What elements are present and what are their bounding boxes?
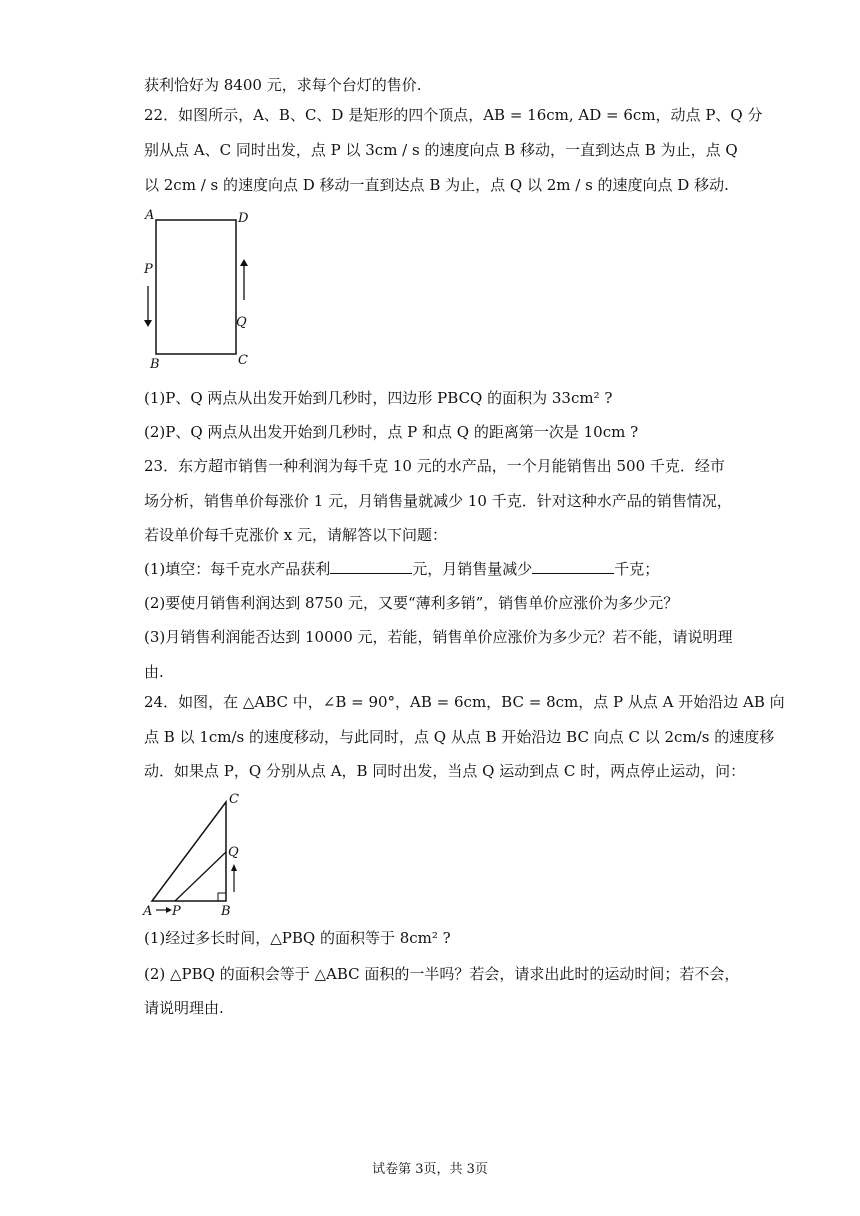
fig22-label-b: B	[150, 357, 160, 372]
fig22-label-q: Q	[236, 315, 247, 330]
text-line: 获利恰好为 8400 元，求每个台灯的售价.	[144, 76, 422, 94]
answer-blank-2[interactable]	[532, 559, 614, 574]
question-23-line-2: 场分析，销售单价每涨价 1 元，月销售量就减少 10 千克．针对这种水产品的销售情况，	[144, 492, 732, 510]
question-24-part-2-cont: 请说明理由.	[144, 999, 224, 1017]
question-23-line-3: 若设单价每千克涨价 x 元，请解答以下问题：	[144, 526, 447, 544]
fig22-label-p: P	[144, 262, 153, 277]
rectangle-figure	[142, 206, 262, 372]
question-22-line-1: 22．如图所示，A、B、C、D 是矩形的四个顶点，AB = 16cm, AD = 6cm，动点 P、Q 分	[144, 106, 763, 124]
triangle-figure	[142, 788, 252, 918]
question-23-line-1: 23．东方超市销售一种利润为每千克 10 元的水产品，一个月能销售出 500 千克．经市	[144, 457, 725, 475]
question-22-part-1: (1)P、Q 两点从出发开始到几秒时，四边形 PBCQ 的面积为 33cm² ?	[144, 389, 613, 407]
fig24-label-q: Q	[228, 845, 239, 860]
fig24-label-b: B	[221, 904, 231, 918]
question-23-part-3: (3)月销售利润能否达到 10000 元，若能，销售单价应涨价为多少元？若不能，请说明理	[144, 628, 733, 646]
fill-text-3: 千克；	[614, 560, 660, 578]
fig22-label-c: C	[238, 353, 248, 368]
fill-text-1: (1)填空：每千克水产品获利	[144, 560, 331, 578]
question-24-part-1: (1)经过多长时间，△PBQ 的面积等于 8cm² ?	[144, 929, 451, 947]
question-22-line-3: 以 2cm / s 的速度向点 D 移动一直到达点 B 为止，点 Q 以 2m / s 的速度向点 D 移动.	[144, 176, 729, 194]
answer-blank-1[interactable]	[330, 559, 412, 574]
question-23-part-3-cont: 由.	[144, 663, 164, 681]
fig22-label-a: A	[145, 208, 155, 223]
question-24-line-2: 点 B 以 1cm/s 的速度移动，与此同时，点 Q 从点 B 开始沿边 BC 向点 C 以 2cm/s 的速度移	[144, 728, 775, 746]
question-24-line-1: 24．如图，在 △ABC 中，∠B = 90°，AB = 6cm，BC = 8cm，点 P 从点 A 开始沿边 AB 向	[144, 693, 785, 711]
fig24-label-c: C	[229, 792, 239, 807]
fill-text-2: 元，月销售量减少	[412, 560, 533, 578]
question-23-part-2: (2)要使月销售利润达到 8750 元，又要“薄利多销”，销售单价应涨价为多少元？	[144, 594, 679, 612]
question-24-line-3: 动．如果点 P，Q 分别从点 A，B 同时出发，当点 Q 运动到点 C 时，两点停止运动，问：	[144, 762, 746, 780]
page-footer: 试卷第 3页，共 3页	[372, 1162, 488, 1177]
question-23-part-1	[144, 559, 659, 579]
question-22-part-2: (2)P、Q 两点从出发开始到几秒时，点 P 和点 Q 的距离第一次是 10cm ?	[144, 423, 639, 441]
question-24-part-2: (2) △PBQ 的面积会等于 △ABC 面积的一半吗？若会，请求出此时的运动时间；若不会，	[144, 965, 740, 983]
fig24-label-a: A	[143, 904, 153, 918]
question-22-line-2: 别从点 A、C 同时出发，点 P 以 3cm / s 的速度向点 B 移动，一直到达点 B 为止，点 Q	[144, 141, 738, 159]
fig22-label-d: D	[238, 211, 249, 226]
fig24-label-p: P	[172, 904, 181, 918]
